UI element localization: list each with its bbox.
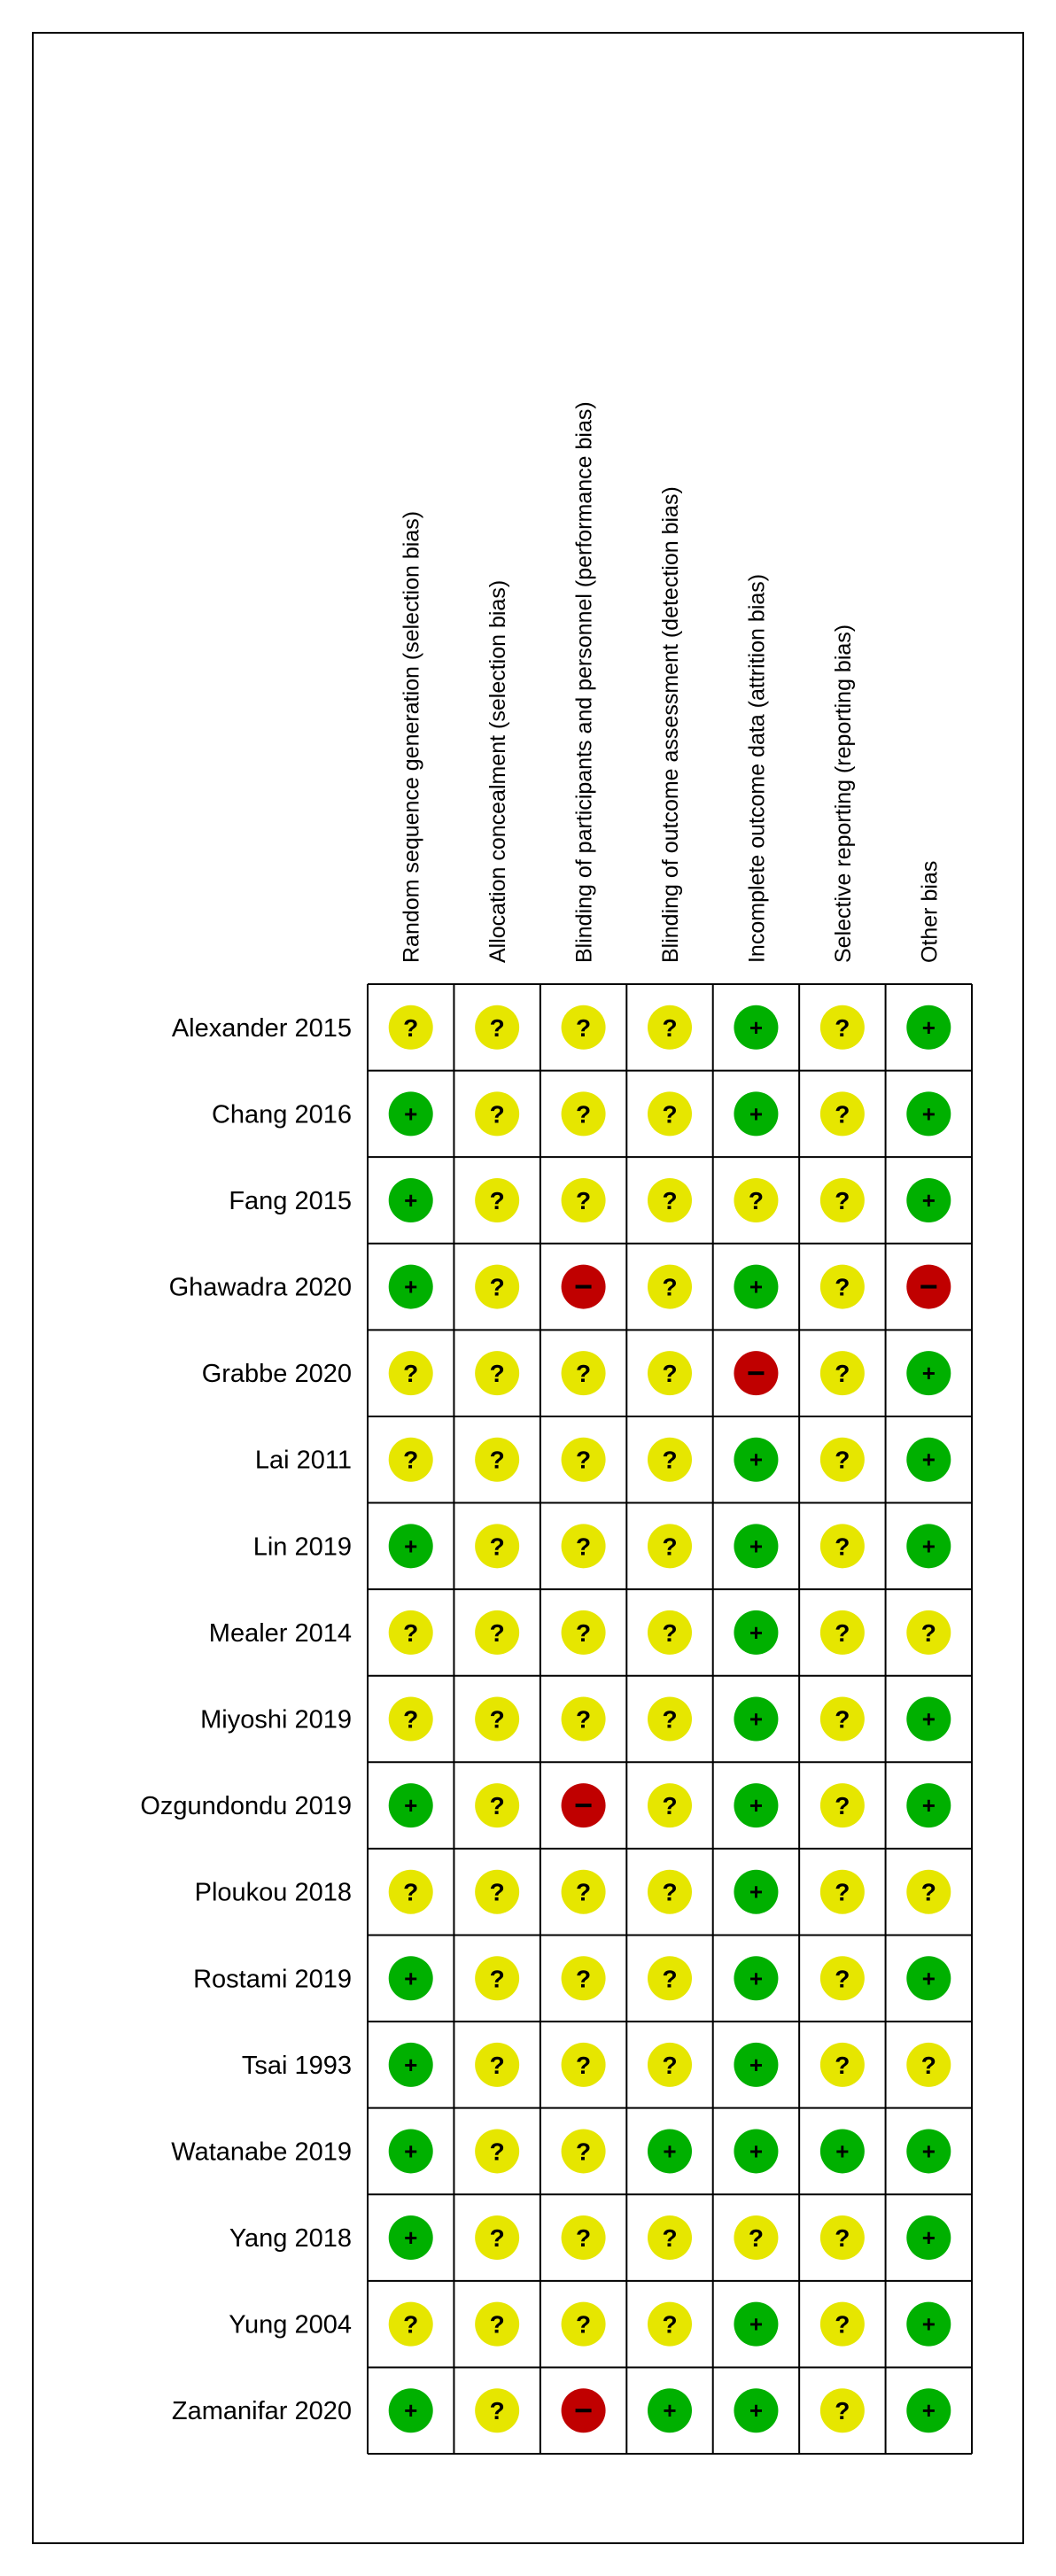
judgement-unclear-risk-icon [475, 1524, 519, 1568]
judgement-low-risk-icon [648, 2388, 692, 2432]
plus-glyph: + [921, 2310, 936, 2338]
judgement-unclear-risk-icon [475, 2215, 519, 2260]
judgement-low-risk-icon [734, 1956, 778, 2000]
judgement-low-risk-icon [389, 2043, 433, 2087]
judgement-unclear-risk-icon [562, 2302, 606, 2347]
judgement-low-risk-icon [389, 2129, 433, 2173]
minus-glyph [576, 2409, 592, 2412]
study-label: Ghawadra 2020 [168, 1273, 352, 1302]
judgement-unclear-risk-icon [475, 1178, 519, 1222]
plus-glyph: + [404, 1965, 418, 1992]
judgement-unclear-risk-icon [906, 1870, 951, 1914]
plus-glyph: + [749, 1273, 764, 1300]
judgement-low-risk-icon [734, 2388, 778, 2432]
judgement-unclear-risk-icon [389, 1870, 433, 1914]
plus-glyph: + [921, 1100, 936, 1128]
question-glyph: ? [835, 1273, 850, 1301]
study-label: Watanabe 2019 [171, 2138, 352, 2167]
question-glyph: ? [662, 1532, 678, 1561]
question-glyph: ? [662, 1965, 678, 1993]
judgement-unclear-risk-icon [475, 1697, 519, 1742]
study-label: Chang 2016 [211, 1100, 352, 1129]
judgement-unclear-risk-icon [820, 1610, 865, 1655]
judgement-low-risk-icon [734, 1870, 778, 1914]
plus-glyph: + [921, 1965, 936, 1992]
judgement-unclear-risk-icon [562, 2129, 606, 2173]
judgement-unclear-risk-icon [562, 2215, 606, 2260]
plus-glyph: + [404, 2051, 418, 2078]
question-glyph: ? [748, 1186, 764, 1214]
judgement-unclear-risk-icon [648, 1870, 692, 1914]
judgement-unclear-risk-icon [475, 1783, 519, 1827]
judgement-unclear-risk-icon [475, 1005, 519, 1050]
question-glyph: ? [920, 1618, 936, 1647]
plus-glyph: + [749, 1878, 764, 1905]
question-glyph: ? [835, 1965, 850, 1993]
judgement-unclear-risk-icon [648, 2043, 692, 2087]
plus-glyph: + [404, 2397, 418, 2425]
question-glyph: ? [662, 1446, 678, 1474]
judgement-unclear-risk-icon [475, 2129, 519, 2173]
judgement-low-risk-icon [734, 1265, 778, 1309]
judgement-unclear-risk-icon [389, 2302, 433, 2347]
plus-glyph: + [663, 2138, 677, 2165]
question-glyph: ? [662, 2224, 678, 2253]
judgement-unclear-risk-icon [562, 1870, 606, 1914]
judgement-low-risk-icon [906, 1178, 951, 1222]
plus-glyph: + [404, 2138, 418, 2165]
question-glyph: ? [662, 1792, 678, 1820]
plus-glyph: + [921, 1360, 936, 1387]
question-glyph: ? [662, 1186, 678, 1214]
judgement-low-risk-icon [734, 2043, 778, 2087]
question-glyph: ? [662, 2310, 678, 2339]
judgement-unclear-risk-icon [389, 1697, 433, 1742]
question-glyph: ? [403, 1878, 419, 1906]
question-glyph: ? [576, 2224, 592, 2253]
plus-glyph: + [749, 1792, 764, 1819]
question-glyph: ? [576, 1532, 592, 1561]
question-glyph: ? [489, 1273, 505, 1301]
judgement-unclear-risk-icon [648, 1783, 692, 1827]
question-glyph: ? [835, 2310, 850, 2339]
question-glyph: ? [920, 2051, 936, 2079]
judgement-unclear-risk-icon [648, 2215, 692, 2260]
plus-glyph: + [749, 1705, 764, 1733]
judgement-unclear-risk-icon [734, 1178, 778, 1222]
question-glyph: ? [835, 1360, 850, 1388]
question-glyph: ? [576, 1965, 592, 1993]
question-glyph: ? [835, 2224, 850, 2253]
judgement-low-risk-icon [389, 1091, 433, 1136]
plus-glyph: + [921, 2138, 936, 2165]
judgement-high-risk-icon [562, 1783, 606, 1827]
judgement-unclear-risk-icon [820, 1091, 865, 1136]
question-glyph: ? [662, 1013, 678, 1042]
judgement-unclear-risk-icon [648, 1005, 692, 1050]
question-glyph: ? [662, 1705, 678, 1734]
question-glyph: ? [662, 1878, 678, 1906]
judgement-low-risk-icon [734, 1091, 778, 1136]
judgement-unclear-risk-icon [389, 1351, 433, 1395]
question-glyph: ? [489, 2051, 505, 2079]
question-glyph: ? [489, 1186, 505, 1214]
judgement-unclear-risk-icon [820, 1351, 865, 1395]
plus-glyph: + [749, 1100, 764, 1128]
judgement-unclear-risk-icon [475, 1610, 519, 1655]
question-glyph: ? [835, 1705, 850, 1734]
question-glyph: ? [920, 1878, 936, 1906]
judgement-low-risk-icon [906, 2302, 951, 2347]
question-glyph: ? [576, 2051, 592, 2079]
question-glyph: ? [576, 2310, 592, 2339]
judgement-unclear-risk-icon [648, 1265, 692, 1309]
judgement-low-risk-icon [820, 2129, 865, 2173]
judgement-unclear-risk-icon [475, 2302, 519, 2347]
judgement-unclear-risk-icon [648, 1091, 692, 1136]
question-glyph: ? [662, 2051, 678, 2079]
question-glyph: ? [576, 1360, 592, 1388]
study-label: Ozgundondu 2019 [140, 1792, 352, 1821]
judgement-unclear-risk-icon [648, 1956, 692, 2000]
plus-glyph: + [921, 1446, 936, 1473]
question-glyph: ? [662, 1618, 678, 1647]
judgement-unclear-risk-icon [562, 1005, 606, 1050]
plus-glyph: + [749, 2397, 764, 2425]
question-glyph: ? [489, 1705, 505, 1734]
question-glyph: ? [489, 1792, 505, 1820]
column-label-2: Allocation concealment (selection bias) [485, 579, 511, 963]
judgement-unclear-risk-icon [475, 1870, 519, 1914]
judgement-low-risk-icon [734, 1610, 778, 1655]
judgement-unclear-risk-icon [562, 1697, 606, 1742]
plus-glyph: + [921, 2397, 936, 2425]
question-glyph: ? [489, 2138, 505, 2166]
plus-glyph: + [749, 1446, 764, 1473]
judgement-low-risk-icon [906, 1005, 951, 1050]
judgement-low-risk-icon [906, 1351, 951, 1395]
judgement-unclear-risk-icon [475, 1438, 519, 1482]
question-glyph: ? [835, 1100, 850, 1129]
judgement-unclear-risk-icon [648, 1697, 692, 1742]
judgement-unclear-risk-icon [820, 1783, 865, 1827]
minus-glyph [576, 1804, 592, 1807]
judgement-high-risk-icon [562, 1265, 606, 1309]
judgement-low-risk-icon [734, 2129, 778, 2173]
study-label: Miyoshi 2019 [200, 1705, 352, 1734]
question-glyph: ? [489, 1013, 505, 1042]
judgement-unclear-risk-icon [648, 2302, 692, 2347]
question-glyph: ? [748, 2224, 764, 2253]
study-label: Alexander 2015 [171, 1013, 352, 1043]
plus-glyph: + [404, 1100, 418, 1128]
judgement-unclear-risk-icon [389, 1610, 433, 1655]
question-glyph: ? [403, 1618, 419, 1647]
judgement-unclear-risk-icon [820, 1870, 865, 1914]
question-glyph: ? [662, 1100, 678, 1129]
minus-glyph [748, 1371, 764, 1375]
judgement-unclear-risk-icon [562, 2043, 606, 2087]
question-glyph: ? [662, 1360, 678, 1388]
judgement-unclear-risk-icon [906, 1610, 951, 1655]
judgement-low-risk-icon [389, 1524, 433, 1568]
judgement-unclear-risk-icon [648, 1524, 692, 1568]
question-glyph: ? [489, 2310, 505, 2339]
question-glyph: ? [835, 1013, 850, 1042]
plus-glyph: + [404, 1532, 418, 1560]
plus-glyph: + [749, 2310, 764, 2338]
judgement-low-risk-icon [389, 1178, 433, 1222]
risk-of-bias-summary-chart [34, 34, 1022, 2542]
judgement-unclear-risk-icon [820, 1697, 865, 1742]
question-glyph: ? [489, 1100, 505, 1129]
plus-glyph: + [749, 1013, 764, 1041]
question-glyph: ? [489, 1878, 505, 1906]
judgement-unclear-risk-icon [906, 2043, 951, 2087]
chart-frame [32, 32, 1024, 2544]
judgement-low-risk-icon [734, 1005, 778, 1050]
judgement-low-risk-icon [906, 2388, 951, 2432]
judgement-unclear-risk-icon [820, 2043, 865, 2087]
question-glyph: ? [576, 1446, 592, 1474]
judgement-low-risk-icon [906, 1438, 951, 1482]
judgement-unclear-risk-icon [734, 2215, 778, 2260]
judgement-unclear-risk-icon [820, 1956, 865, 2000]
question-glyph: ? [489, 1618, 505, 1647]
judgement-low-risk-icon [734, 1524, 778, 1568]
question-glyph: ? [835, 1446, 850, 1474]
study-label: Yang 2018 [229, 2224, 352, 2254]
judgement-low-risk-icon [906, 1783, 951, 1827]
judgement-unclear-risk-icon [562, 1438, 606, 1482]
question-glyph: ? [403, 1360, 419, 1388]
judgement-unclear-risk-icon [648, 1438, 692, 1482]
question-glyph: ? [489, 1965, 505, 1993]
study-label: Mealer 2014 [208, 1618, 352, 1648]
plus-glyph: + [921, 1186, 936, 1214]
plus-glyph: + [921, 1705, 936, 1733]
judgement-unclear-risk-icon [389, 1005, 433, 1050]
study-label: Rostami 2019 [193, 1965, 352, 1994]
column-label-3: Blinding of participants and personnel (performance bias) [571, 401, 597, 963]
question-glyph: ? [835, 1532, 850, 1561]
judgement-low-risk-icon [389, 1956, 433, 2000]
judgement-unclear-risk-icon [389, 1438, 433, 1482]
column-label-1: Random sequence generation (selection bias) [399, 510, 424, 963]
judgement-unclear-risk-icon [475, 1956, 519, 2000]
judgement-unclear-risk-icon [648, 1178, 692, 1222]
judgement-unclear-risk-icon [820, 2215, 865, 2260]
column-label-4: Blinding of outcome assessment (detection bias) [658, 486, 684, 963]
plus-glyph: + [749, 2051, 764, 2078]
judgement-unclear-risk-icon [562, 1956, 606, 2000]
question-glyph: ? [835, 1618, 850, 1647]
plus-glyph: + [835, 2138, 850, 2165]
judgement-low-risk-icon [389, 2388, 433, 2432]
judgement-low-risk-icon [906, 1697, 951, 1742]
study-label: Yung 2004 [229, 2310, 352, 2339]
question-glyph: ? [662, 1273, 678, 1301]
judgement-unclear-risk-icon [475, 2043, 519, 2087]
column-label-5: Incomplete outcome data (attrition bias) [744, 573, 770, 963]
question-glyph: ? [835, 1186, 850, 1214]
plus-glyph: + [921, 1013, 936, 1041]
judgement-low-risk-icon [389, 2215, 433, 2260]
question-glyph: ? [576, 1013, 592, 1042]
judgement-low-risk-icon [734, 1697, 778, 1742]
question-glyph: ? [576, 1878, 592, 1906]
plus-glyph: + [404, 1273, 418, 1300]
plus-glyph: + [921, 1532, 936, 1560]
plus-glyph: + [921, 1792, 936, 1819]
study-label: Zamanifar 2020 [171, 2397, 352, 2426]
plus-glyph: + [749, 1618, 764, 1646]
judgement-low-risk-icon [389, 1265, 433, 1309]
judgement-low-risk-icon [389, 1783, 433, 1827]
judgement-unclear-risk-icon [820, 2388, 865, 2432]
judgement-low-risk-icon [906, 1956, 951, 2000]
question-glyph: ? [489, 2397, 505, 2425]
judgement-low-risk-icon [906, 2215, 951, 2260]
judgement-unclear-risk-icon [648, 1351, 692, 1395]
judgement-unclear-risk-icon [562, 1610, 606, 1655]
judgement-unclear-risk-icon [475, 2388, 519, 2432]
plus-glyph: + [749, 1532, 764, 1560]
judgement-low-risk-icon [906, 1091, 951, 1136]
study-label: Lin 2019 [252, 1532, 352, 1562]
question-glyph: ? [403, 2310, 419, 2339]
question-glyph: ? [403, 1013, 419, 1042]
plus-glyph: + [921, 2224, 936, 2252]
question-glyph: ? [403, 1705, 419, 1734]
judgement-unclear-risk-icon [820, 1438, 865, 1482]
question-glyph: ? [576, 2138, 592, 2166]
judgement-unclear-risk-icon [562, 1351, 606, 1395]
study-label: Grabbe 2020 [201, 1360, 352, 1389]
judgement-unclear-risk-icon [475, 1091, 519, 1136]
judgement-unclear-risk-icon [820, 1005, 865, 1050]
judgement-low-risk-icon [734, 1783, 778, 1827]
question-glyph: ? [576, 1705, 592, 1734]
plus-glyph: + [663, 2397, 677, 2425]
judgement-low-risk-icon [734, 2302, 778, 2347]
judgement-unclear-risk-icon [562, 1178, 606, 1222]
question-glyph: ? [835, 2397, 850, 2425]
plus-glyph: + [404, 2224, 418, 2252]
minus-glyph [576, 1285, 592, 1289]
column-label-6: Selective reporting (reporting bias) [830, 624, 856, 963]
judgement-unclear-risk-icon [562, 1524, 606, 1568]
study-label: Ploukou 2018 [194, 1878, 352, 1907]
plus-glyph: + [749, 1965, 764, 1992]
judgement-unclear-risk-icon [475, 1351, 519, 1395]
judgement-high-risk-icon [562, 2388, 606, 2432]
judgement-high-risk-icon [906, 1265, 951, 1309]
minus-glyph [920, 1285, 936, 1289]
judgement-high-risk-icon [734, 1351, 778, 1395]
study-label: Fang 2015 [229, 1186, 352, 1215]
question-glyph: ? [403, 1446, 419, 1474]
judgement-unclear-risk-icon [820, 1524, 865, 1568]
judgement-unclear-risk-icon [820, 1265, 865, 1309]
question-glyph: ? [576, 1618, 592, 1647]
plus-glyph: + [749, 2138, 764, 2165]
question-glyph: ? [576, 1100, 592, 1129]
judgement-unclear-risk-icon [820, 2302, 865, 2347]
column-label-7: Other bias [917, 860, 943, 963]
question-glyph: ? [489, 2224, 505, 2253]
question-glyph: ? [835, 1878, 850, 1906]
judgement-unclear-risk-icon [475, 1265, 519, 1309]
question-glyph: ? [489, 1360, 505, 1388]
judgement-unclear-risk-icon [648, 1610, 692, 1655]
study-label: Lai 2011 [254, 1446, 352, 1475]
question-glyph: ? [489, 1532, 505, 1561]
judgement-low-risk-icon [906, 2129, 951, 2173]
plus-glyph: + [404, 1792, 418, 1819]
question-glyph: ? [835, 2051, 850, 2079]
study-label: Tsai 1993 [241, 2051, 352, 2080]
question-glyph: ? [835, 1792, 850, 1820]
question-glyph: ? [489, 1446, 505, 1474]
judgement-low-risk-icon [734, 1438, 778, 1482]
question-glyph: ? [576, 1186, 592, 1214]
judgement-low-risk-icon [648, 2129, 692, 2173]
judgement-unclear-risk-icon [562, 1091, 606, 1136]
plus-glyph: + [404, 1186, 418, 1214]
judgement-unclear-risk-icon [820, 1178, 865, 1222]
judgement-low-risk-icon [906, 1524, 951, 1568]
